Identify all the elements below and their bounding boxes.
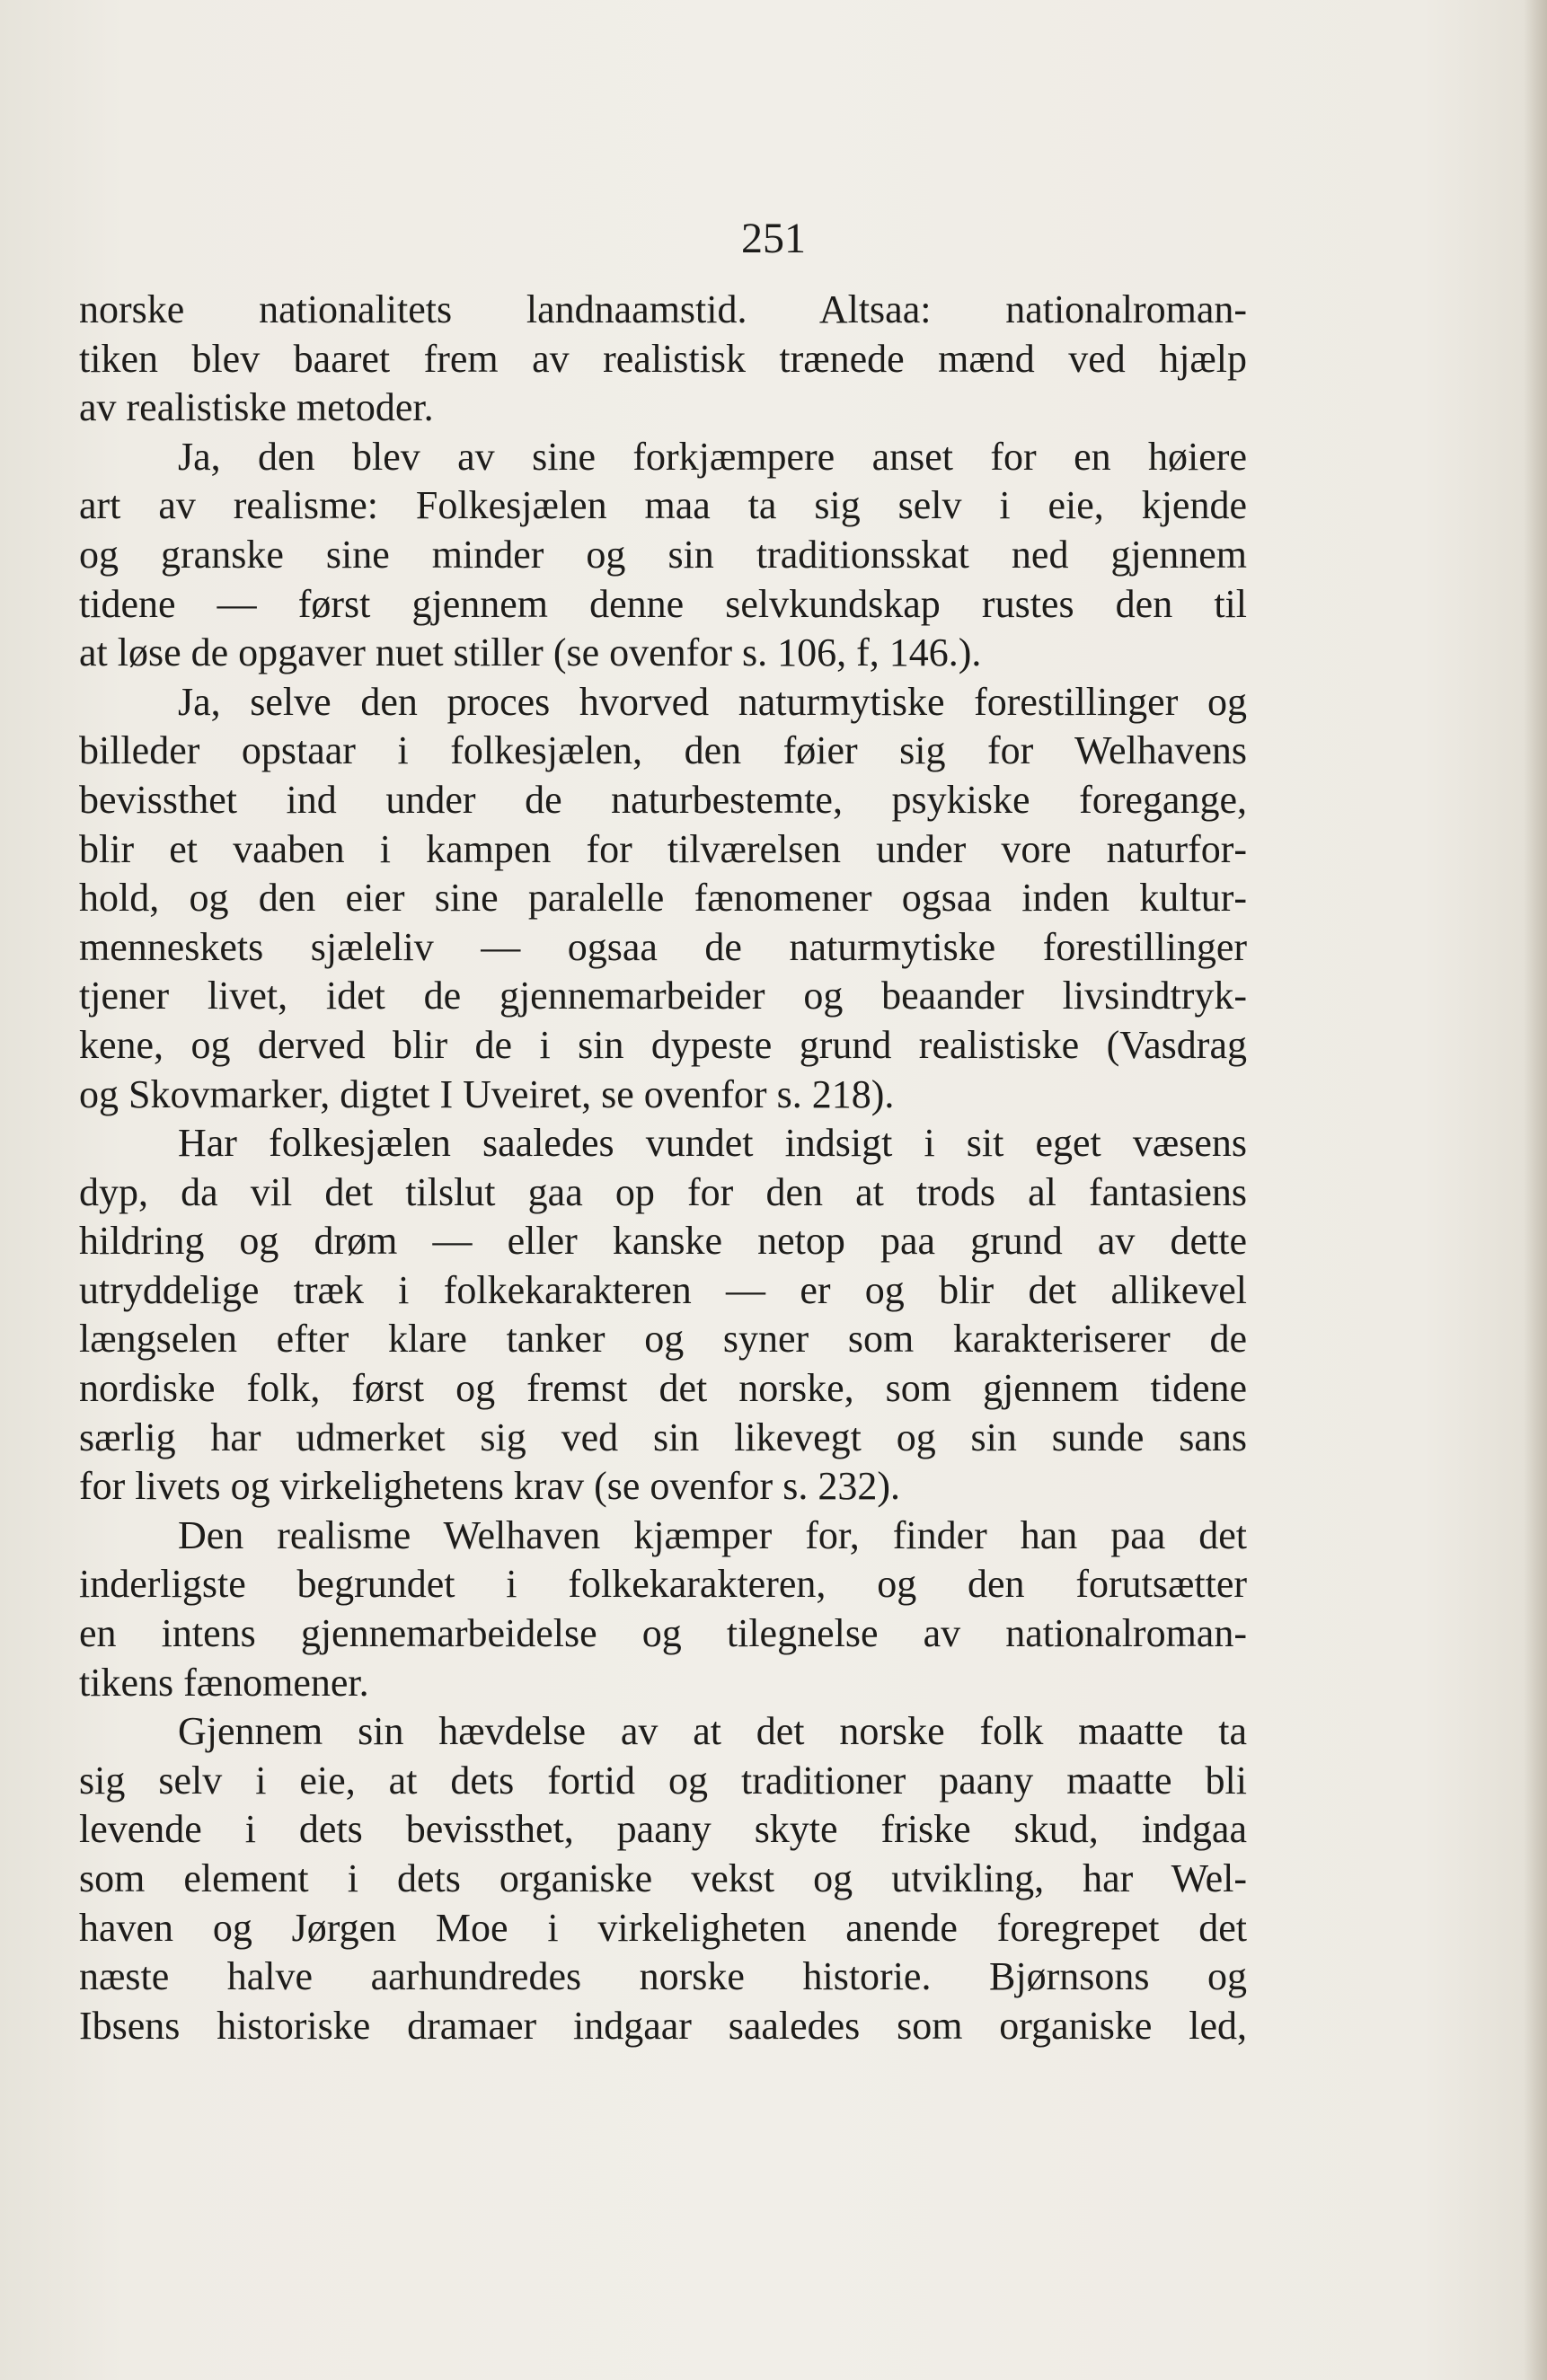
text-line: som element i dets organiske vekst og utvikling, har Wel‑	[79, 1856, 1247, 1900]
text-line: for livets og virkelighetens krav (se ovenfor s. 232).	[79, 1464, 900, 1509]
text-line: længselen efter klare tanker og syner som karakteriserer de	[79, 1317, 1247, 1362]
paragraph	[79, 1119, 1247, 1512]
page-number: 251	[741, 215, 806, 262]
text-line: norske nationalitets landnaamstid. Altsaa: nationalroman‑	[79, 287, 1247, 331]
text-line: hold, og den eier sine paralelle fænomener ogsaa inden kultur‑	[79, 876, 1247, 921]
text-line: sig selv i eie, at dets fortid og traditioner paany maatte bli	[79, 1758, 1247, 1803]
paragraph	[79, 433, 1247, 678]
text-line: tiken blev baaret frem av realistisk trænede mænd ved hjælp	[79, 336, 1247, 381]
text-line: Ibsens historiske dramaer indgaar saaledes som organiske led,	[79, 2003, 1247, 2048]
text-line: tikens fænomener.	[79, 1660, 369, 1705]
text-line: og granske sine minder og sin traditionsskat ned gjennem	[79, 532, 1247, 577]
paragraph	[79, 678, 1247, 1119]
paragraph	[79, 1512, 1247, 1707]
text-line: en intens gjennemarbeidelse og tilegnelse av nationalroman‑	[79, 1611, 1247, 1656]
text-line: kene, og derved blir de i sin dypeste grund realistiske (Vasdrag	[79, 1022, 1247, 1067]
text-line: billeder opstaar i folkesjælen, den føier sig for Welhavens	[79, 728, 1247, 773]
text-line: Ja, den blev av sine forkjæmpere anset for en høiere	[178, 434, 1247, 479]
text-line: nordiske folk, først og fremst det norske, som gjennem tidene	[79, 1366, 1247, 1411]
text-line: særlig har udmerket sig ved sin likevegt og sin sunde sans	[79, 1415, 1247, 1459]
text-line: utryddelige træk i folkekarakteren — er og blir det allikevel	[79, 1267, 1247, 1312]
paragraph	[79, 286, 1247, 433]
text-line: levende i dets bevissthet, paany skyte friske skud, indgaa	[79, 1807, 1247, 1852]
text-line: tidene — først gjennem denne selvkundskap rustes den til	[79, 581, 1247, 626]
text-line: art av realisme: Folkesjælen maa ta sig selv i eie, kjende	[79, 483, 1247, 528]
text-line: av realistiske metoder.	[79, 385, 434, 430]
text-line: Den realisme Welhaven kjæmper for, finder han paa det	[178, 1512, 1247, 1557]
text-line: Gjennem sin hævdelse av at det norske folk maatte ta	[178, 1709, 1247, 1754]
text-line: inderligste begrundet i folkekarakteren, og den forutsætter	[79, 1562, 1247, 1607]
text-line: tjener livet, idet de gjennemarbeider og beaander livsindtryk‑	[79, 974, 1247, 1018]
text-line: haven og Jørgen Moe i virkeligheten anende foregrepet det	[79, 1905, 1247, 1950]
text-line: og Skovmarker, digtet I Uveiret, se ovenfor s. 218).	[79, 1071, 895, 1116]
text-line: næste halve aarhundredes norske historie. Bjørnsons og	[79, 1954, 1247, 1999]
text-line: Ja, selve den proces hvorved naturmytiske forestillinger og	[178, 679, 1247, 724]
paragraph	[79, 1707, 1247, 2050]
text-line: dyp, da vil det tilslut gaa op for den at trods al fantasiens	[79, 1169, 1247, 1214]
text-line: bevissthet ind under de naturbestemte, psykiske foregange,	[79, 777, 1247, 822]
text-line: hildring og drøm — eller kanske netop paa grund av dette	[79, 1219, 1247, 1264]
body-text	[79, 286, 1247, 2050]
text-line: Har folkesjælen saaledes vundet indsigt i sit eget væsens	[178, 1121, 1247, 1166]
text-line: blir et vaaben i kampen for tilværelsen under vore naturfor‑	[79, 826, 1247, 871]
text-line: at løse de opgaver nuet stiller (se ovenfor s. 106, f, 146.).	[79, 630, 982, 675]
page-edge-shadow	[1524, 0, 1547, 2380]
text-line: menneskets sjæleliv — ogsaa de naturmytiske forestillinger	[79, 924, 1247, 969]
